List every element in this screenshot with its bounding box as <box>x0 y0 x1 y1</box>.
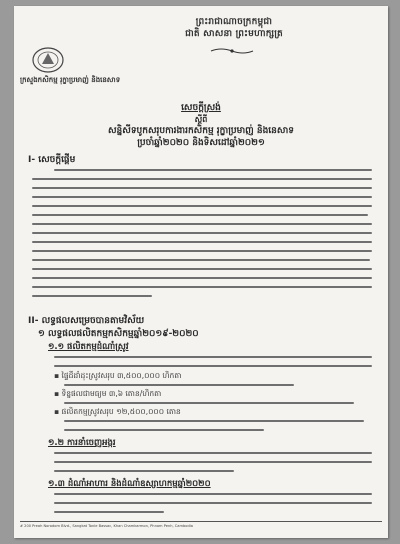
section-heading: I- សេចក្តីផ្តើម <box>28 155 76 165</box>
kingdom-name: ព្រះរាជាណាចក្រកម្ពុជា <box>195 17 273 27</box>
document-page <box>14 6 388 538</box>
ornament-divider-icon <box>209 47 255 55</box>
subsubsection-heading <box>48 438 116 450</box>
subsubsection-title: ១.២ ការនាំចេញអង្ករ <box>48 438 116 448</box>
doc-subject: សន្និសីទបូកសរុបការងារកសិកម្ម រុក្ខាប្រមាញ់ និងនេសាទ <box>107 126 295 136</box>
footer-address: # 200 Preah Norodom Blvd., Sangkat Tonle Bassac, Khan Chamkarmon, Phnom Penh, Cambodia <box>20 524 193 528</box>
subsubsection-heading <box>48 479 211 491</box>
doc-title: សេចក្តីស្រង់ <box>181 103 221 113</box>
ministry-name: ក្រសួងកសិកម្ម រុក្ខាប្រមាញ់ និងនេសាទ <box>20 76 121 84</box>
subsubsection-heading <box>48 342 129 354</box>
letterhead-kingdom <box>164 16 304 40</box>
bullet-item: ▪ ទិន្នផលជាមធ្យម ៣,៦ តោន/ហិកតា <box>54 389 162 398</box>
ministry-seal-icon <box>31 46 65 74</box>
bullet-item: ▪ ផ្ទៃដីដាំដុះស្រូវសរុប ៣,៥០០,០០០ ហិកតា <box>54 371 182 380</box>
subsection-heading: ១ លទ្ធផលផលិតកម្មកសិកម្មឆ្នាំ២០១៩-២០២០ <box>38 329 199 339</box>
subsubsection-title: ១.៣ ដំណាំអាហារ និងដំណាំឧស្សាហកម្មឆ្នាំ២០២០ <box>48 479 211 489</box>
doc-subject-period: ប្រចាំឆ្នាំ២០២០ និងទិសដៅឆ្នាំ២០២១ <box>137 138 265 148</box>
subsubsection-title: ១.១ ផលិតកម្មដំណាំស្រូវ <box>48 342 129 352</box>
section-heading: II- លទ្ធផលសម្រេចបានតាមវិស័យ <box>28 316 145 326</box>
footer-divider <box>20 521 382 522</box>
national-motto: ជាតិ សាសនា ព្រះមហាក្សត្រ <box>185 29 283 39</box>
doc-subject-label: ស្តីពី <box>194 115 208 124</box>
bullet-item: ▪ ផលិតកម្មស្រូវសរុប ១២,៥០០,០០០ តោន <box>54 407 181 416</box>
